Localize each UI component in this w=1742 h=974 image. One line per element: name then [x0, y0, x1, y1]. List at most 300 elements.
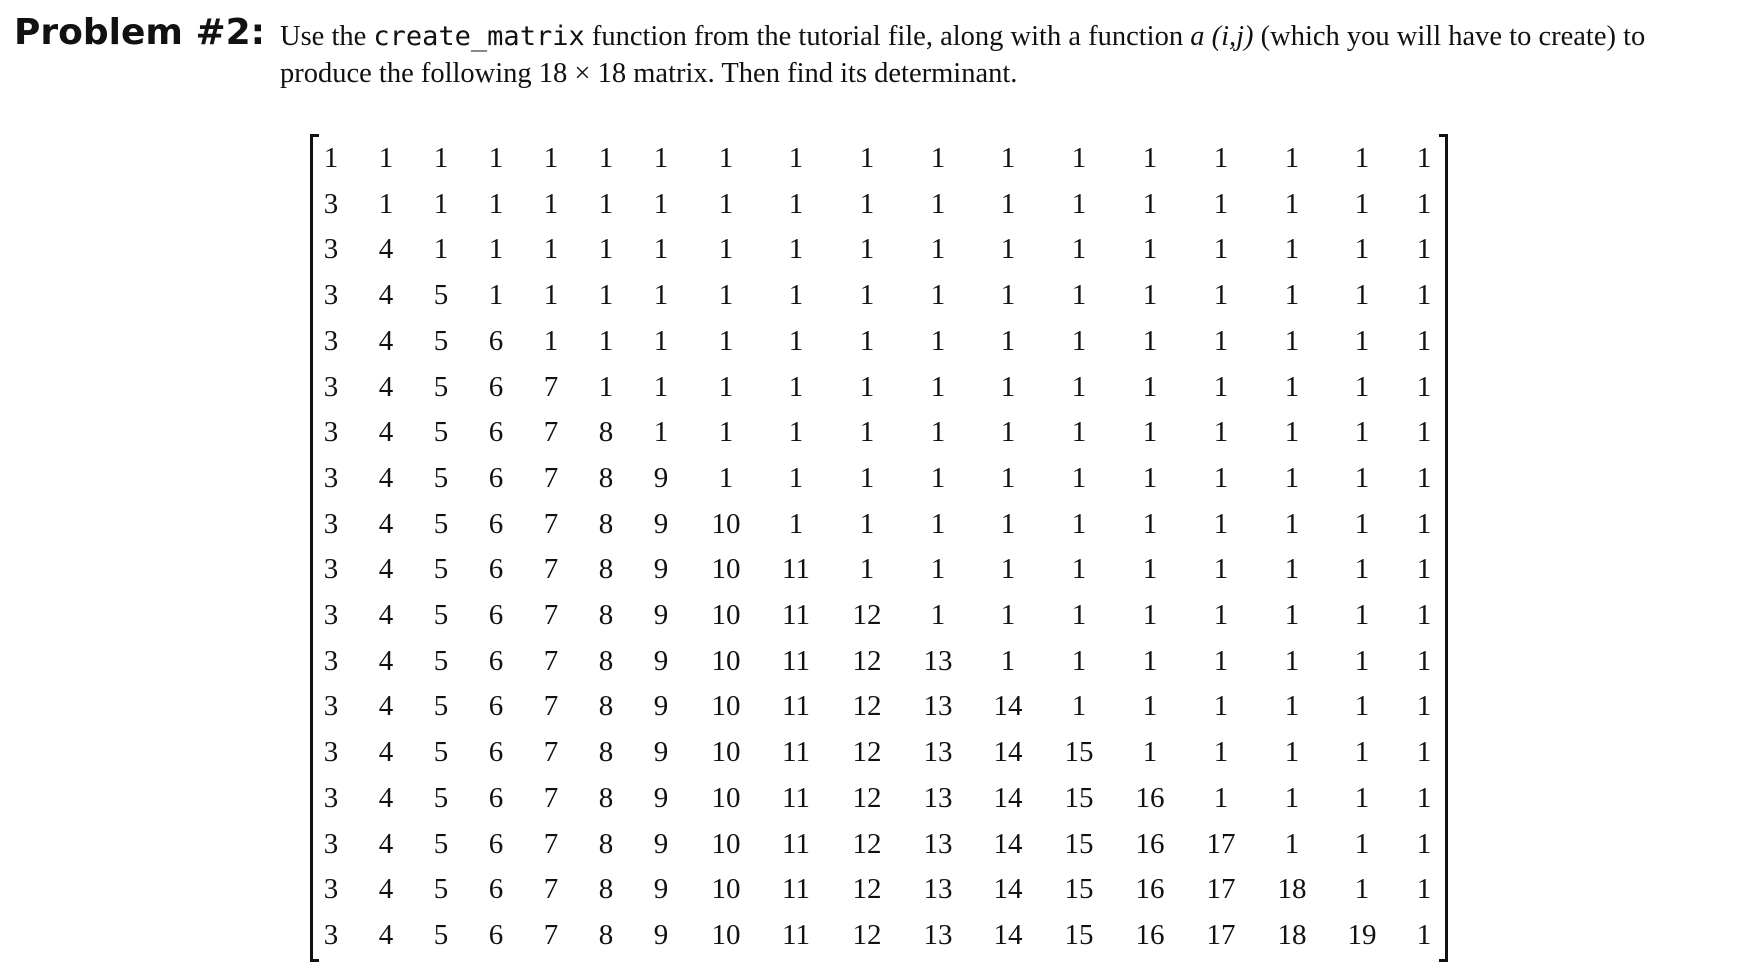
matrix-cell: 1 — [1071, 553, 1087, 586]
matrix-cell: 1 — [1000, 370, 1016, 403]
matrix-cell: 8 — [598, 599, 614, 631]
matrix-cell: 1 — [1416, 233, 1432, 266]
matrix-cell: 1 — [1000, 461, 1016, 494]
matrix-cell: 6 — [488, 781, 504, 814]
matrix-cell: 1 — [1416, 324, 1432, 357]
matrix-cell: 11 — [782, 599, 810, 631]
matrix-cell: 1 — [1213, 416, 1229, 449]
matrix-cell: 6 — [488, 370, 504, 403]
matrix-cell: 1 — [1071, 461, 1087, 494]
matrix-cell: 1 — [1354, 873, 1370, 906]
matrix-cell: 1 — [1071, 279, 1087, 312]
matrix-cell: 6 — [488, 873, 504, 906]
matrix-cell: 14 — [993, 736, 1023, 769]
matrix-cell: 18 — [1277, 873, 1307, 906]
matrix-cell: 1 — [543, 142, 559, 174]
matrix-cell: 6 — [488, 599, 504, 631]
matrix-cell: 6 — [488, 324, 504, 357]
matrix-cell: 1 — [1142, 553, 1158, 586]
matrix-cell: 1 — [1354, 324, 1370, 357]
matrix-cell: 1 — [1284, 142, 1300, 174]
matrix-cell: 3 — [323, 416, 339, 449]
matrix-cell: 1 — [1354, 461, 1370, 494]
matrix-cell: 1 — [1416, 553, 1432, 586]
matrix-cell: 1 — [1213, 324, 1229, 357]
matrix-cell: 4 — [378, 690, 394, 723]
matrix-cell: 6 — [488, 827, 504, 860]
matrix-cell: 4 — [378, 507, 394, 540]
matrix-cell: 1 — [1071, 233, 1087, 266]
matrix-cell: 1 — [653, 187, 669, 220]
matrix-cell: 7 — [543, 553, 559, 586]
matrix-cell: 1 — [718, 142, 734, 174]
matrix-cell: 4 — [378, 461, 394, 494]
matrix-cell: 8 — [598, 416, 614, 449]
matrix-cell: 14 — [993, 781, 1023, 814]
matrix-cell: 13 — [923, 781, 953, 814]
matrix-cell: 13 — [923, 873, 953, 906]
matrix-cell: 3 — [323, 599, 339, 631]
matrix-cell: 1 — [1142, 279, 1158, 312]
matrix-cell: 1 — [1416, 690, 1432, 723]
matrix-cell: 1 — [1354, 370, 1370, 403]
matrix-cell: 1 — [1354, 599, 1370, 631]
matrix-cell: 7 — [543, 918, 559, 951]
matrix-cell: 1 — [1000, 279, 1016, 312]
matrix-cell: 11 — [782, 690, 810, 723]
matrix-cell: 1 — [1213, 690, 1229, 723]
matrix-cell: 1 — [1284, 507, 1300, 540]
matrix-cell: 1 — [859, 553, 875, 586]
matrix-cell: 1 — [653, 142, 669, 174]
matrix-cell: 1 — [1354, 233, 1370, 266]
matrix-cell: 5 — [433, 781, 449, 814]
matrix-cell: 5 — [433, 918, 449, 951]
matrix-cell: 1 — [1213, 187, 1229, 220]
matrix-cell: 1 — [1142, 233, 1158, 266]
matrix-cell: 12 — [852, 918, 882, 951]
matrix-cell: 1 — [1142, 507, 1158, 540]
matrix-cell: 8 — [598, 781, 614, 814]
matrix-cell: 1 — [788, 370, 804, 403]
matrix-cell: 6 — [488, 736, 504, 769]
matrix-cell: 1 — [1071, 370, 1087, 403]
matrix-cell: 17 — [1206, 827, 1236, 860]
math-function-name: a — [1190, 21, 1205, 52]
matrix-cell: 14 — [993, 918, 1023, 951]
matrix-cell: 1 — [1416, 142, 1432, 174]
matrix-cell: 1 — [488, 233, 504, 266]
matrix-cell: 7 — [543, 416, 559, 449]
matrix-cell: 9 — [653, 461, 669, 494]
matrix-cell: 1 — [1416, 781, 1432, 814]
matrix-cell: 16 — [1135, 873, 1165, 906]
matrix-cell: 1 — [598, 370, 614, 403]
matrix-cell: 1 — [1416, 599, 1432, 631]
matrix-cell: 1 — [1416, 187, 1432, 220]
matrix-cell: 4 — [378, 416, 394, 449]
matrix-cell: 1 — [930, 553, 946, 586]
matrix-cell: 16 — [1135, 827, 1165, 860]
matrix-cell: 7 — [543, 370, 559, 403]
problem-label: Problem #2: — [14, 12, 266, 53]
matrix-cell: 11 — [782, 873, 810, 906]
matrix-cell: 17 — [1206, 918, 1236, 951]
matrix-cell: 3 — [323, 873, 339, 906]
matrix-cell: 1 — [488, 279, 504, 312]
matrix-cell: 1 — [1071, 644, 1087, 677]
matrix-cell: 7 — [543, 781, 559, 814]
matrix-cell: 4 — [378, 918, 394, 951]
matrix-cell: 1 — [1354, 416, 1370, 449]
matrix-cell: 1 — [1213, 142, 1229, 174]
matrix-cell: 1 — [1071, 416, 1087, 449]
matrix-cell: 8 — [598, 873, 614, 906]
matrix-cell: 1 — [1354, 279, 1370, 312]
matrix-cell: 9 — [653, 644, 669, 677]
matrix-cell: 6 — [488, 644, 504, 677]
matrix-cell: 1 — [930, 324, 946, 357]
matrix-cell: 1 — [1416, 370, 1432, 403]
matrix-cell: 6 — [488, 461, 504, 494]
matrix-cell: 10 — [711, 507, 741, 540]
matrix-cell: 11 — [782, 736, 810, 769]
matrix-cell: 1 — [1213, 736, 1229, 769]
matrix-grid — [310, 134, 1448, 962]
problem-text-part3: (which you will have to create) to produce the following 18 × 18 matrix. Then find its determinant. — [280, 21, 1646, 89]
matrix-cell: 10 — [711, 690, 741, 723]
matrix-cell: 1 — [859, 507, 875, 540]
matrix-cell: 1 — [1284, 553, 1300, 586]
matrix-cell: 5 — [433, 461, 449, 494]
matrix-cell: 16 — [1135, 918, 1165, 951]
matrix-cell: 10 — [711, 781, 741, 814]
matrix-cell: 12 — [852, 736, 882, 769]
matrix-cell: 1 — [1142, 370, 1158, 403]
matrix-cell: 10 — [711, 827, 741, 860]
matrix-cell: 19 — [1347, 918, 1377, 951]
matrix-cell: 11 — [782, 827, 810, 860]
matrix-cell: 3 — [323, 233, 339, 266]
matrix-cell: 1 — [1213, 553, 1229, 586]
matrix-cell: 7 — [543, 599, 559, 631]
matrix-cell: 1 — [1071, 690, 1087, 723]
matrix-cell: 9 — [653, 553, 669, 586]
matrix-cell: 5 — [433, 827, 449, 860]
matrix-cell: 1 — [859, 461, 875, 494]
matrix-cell: 1 — [718, 416, 734, 449]
matrix-cell: 1 — [598, 279, 614, 312]
matrix-cell: 9 — [653, 690, 669, 723]
matrix-cell: 10 — [711, 553, 741, 586]
matrix-cell: 1 — [653, 416, 669, 449]
matrix-cell: 1 — [1284, 416, 1300, 449]
matrix-cell: 15 — [1064, 781, 1094, 814]
problem-text — [280, 18, 1732, 92]
matrix-cell: 7 — [543, 690, 559, 723]
matrix-cell: 5 — [433, 644, 449, 677]
matrix-cell: 13 — [923, 644, 953, 677]
matrix-cell: 9 — [653, 781, 669, 814]
matrix-cell: 11 — [782, 644, 810, 677]
matrix-cell: 1 — [653, 233, 669, 266]
matrix-cell: 1 — [1071, 142, 1087, 174]
matrix-cell: 1 — [1416, 416, 1432, 449]
matrix-cell: 1 — [378, 142, 394, 174]
matrix-cell: 1 — [1284, 599, 1300, 631]
matrix-cell: 15 — [1064, 827, 1094, 860]
matrix-cell: 1 — [1142, 187, 1158, 220]
matrix-cell: 5 — [433, 370, 449, 403]
matrix-cell: 1 — [1284, 187, 1300, 220]
matrix-cell: 1 — [718, 370, 734, 403]
matrix-cell: 1 — [598, 187, 614, 220]
matrix-cell: 1 — [1284, 461, 1300, 494]
matrix-cell: 1 — [930, 370, 946, 403]
matrix-cell: 1 — [1416, 918, 1432, 951]
matrix-cell: 7 — [543, 461, 559, 494]
matrix-cell: 9 — [653, 827, 669, 860]
matrix-cell: 14 — [993, 690, 1023, 723]
matrix-cell: 1 — [1416, 461, 1432, 494]
matrix-cell: 1 — [1071, 187, 1087, 220]
matrix-cell: 7 — [543, 507, 559, 540]
matrix-cell: 17 — [1206, 873, 1236, 906]
matrix-cell: 1 — [788, 142, 804, 174]
matrix-cell: 3 — [323, 324, 339, 357]
matrix-cell: 1 — [1142, 142, 1158, 174]
matrix-cell: 1 — [1213, 279, 1229, 312]
matrix-cell: 1 — [718, 324, 734, 357]
matrix-cell: 13 — [923, 918, 953, 951]
matrix-cell: 13 — [923, 690, 953, 723]
matrix-cell: 1 — [859, 233, 875, 266]
matrix-cell: 1 — [543, 324, 559, 357]
matrix-cell: 3 — [323, 736, 339, 769]
matrix-cell: 1 — [598, 233, 614, 266]
matrix-cell: 8 — [598, 918, 614, 951]
matrix-cell: 4 — [378, 599, 394, 631]
matrix-cell: 7 — [543, 736, 559, 769]
matrix-cell: 1 — [1416, 827, 1432, 860]
matrix-cell: 1 — [859, 370, 875, 403]
matrix-cell: 1 — [543, 187, 559, 220]
matrix-cell: 5 — [433, 416, 449, 449]
matrix-cell: 12 — [852, 644, 882, 677]
matrix-cell: 8 — [598, 736, 614, 769]
matrix-cell: 1 — [1213, 599, 1229, 631]
matrix-cell: 1 — [433, 187, 449, 220]
matrix-cell: 1 — [1284, 690, 1300, 723]
matrix-cell: 15 — [1064, 873, 1094, 906]
matrix-cell: 1 — [433, 233, 449, 266]
matrix-cell: 1 — [1000, 187, 1016, 220]
matrix-cell: 1 — [859, 416, 875, 449]
matrix-cell: 13 — [923, 736, 953, 769]
matrix-cell: 14 — [993, 873, 1023, 906]
matrix-cell: 1 — [1000, 553, 1016, 586]
matrix-cell: 14 — [993, 827, 1023, 860]
matrix-cell: 12 — [852, 827, 882, 860]
matrix-cell: 10 — [711, 599, 741, 631]
matrix-cell: 1 — [1000, 644, 1016, 677]
matrix-cell: 1 — [788, 416, 804, 449]
matrix-cell: 1 — [1284, 233, 1300, 266]
problem-text-part1: Use the — [280, 21, 374, 52]
matrix-cell: 1 — [1213, 370, 1229, 403]
matrix-cell: 6 — [488, 507, 504, 540]
matrix-cell: 13 — [923, 827, 953, 860]
matrix-cell: 1 — [930, 416, 946, 449]
matrix-cell: 1 — [1354, 781, 1370, 814]
matrix-cell: 4 — [378, 370, 394, 403]
matrix-cell: 12 — [852, 599, 882, 631]
matrix-cell: 1 — [859, 142, 875, 174]
matrix-cell: 9 — [653, 599, 669, 631]
matrix-cell: 16 — [1135, 781, 1165, 814]
matrix-cell: 1 — [543, 233, 559, 266]
matrix-cell: 7 — [543, 644, 559, 677]
matrix-cell: 3 — [323, 461, 339, 494]
matrix-cell: 12 — [852, 873, 882, 906]
matrix-cell: 6 — [488, 416, 504, 449]
matrix-cell: 12 — [852, 690, 882, 723]
matrix-cell: 1 — [1000, 324, 1016, 357]
matrix-cell: 9 — [653, 507, 669, 540]
matrix-cell: 1 — [1354, 142, 1370, 174]
matrix-cell: 8 — [598, 553, 614, 586]
matrix-cell: 1 — [653, 279, 669, 312]
matrix-cell: 4 — [378, 644, 394, 677]
matrix-cell: 1 — [1000, 599, 1016, 631]
matrix-cell: 4 — [378, 873, 394, 906]
matrix-cell: 1 — [378, 187, 394, 220]
matrix-cell: 1 — [1416, 736, 1432, 769]
matrix-cell: 3 — [323, 507, 339, 540]
matrix-cell: 3 — [323, 781, 339, 814]
matrix-cell: 1 — [859, 187, 875, 220]
matrix-cell: 11 — [782, 781, 810, 814]
matrix-cell: 4 — [378, 279, 394, 312]
matrix-cell: 5 — [433, 736, 449, 769]
matrix-cell: 1 — [1071, 507, 1087, 540]
matrix-cell: 11 — [782, 553, 810, 586]
matrix-cell: 3 — [323, 690, 339, 723]
matrix-cell: 1 — [1213, 233, 1229, 266]
matrix-cell: 1 — [1354, 690, 1370, 723]
matrix-cell: 10 — [711, 644, 741, 677]
matrix-cell: 1 — [1142, 736, 1158, 769]
matrix-cell: 1 — [1284, 324, 1300, 357]
matrix-cell: 1 — [788, 187, 804, 220]
matrix-cell: 1 — [788, 507, 804, 540]
matrix-cell: 4 — [378, 324, 394, 357]
matrix-cell: 9 — [653, 873, 669, 906]
matrix-cell: 1 — [1213, 781, 1229, 814]
matrix-cell: 3 — [323, 553, 339, 586]
matrix-cell: 1 — [1284, 644, 1300, 677]
matrix-cell: 5 — [433, 873, 449, 906]
matrix-cell: 10 — [711, 918, 741, 951]
matrix-cell: 1 — [1416, 279, 1432, 312]
matrix-cell: 12 — [852, 781, 882, 814]
matrix-cell: 1 — [930, 233, 946, 266]
matrix-cell: 6 — [488, 690, 504, 723]
matrix-cell: 1 — [433, 142, 449, 174]
matrix-cell: 1 — [1284, 781, 1300, 814]
matrix-cell: 6 — [488, 553, 504, 586]
matrix-cell: 8 — [598, 507, 614, 540]
matrix-cell: 1 — [1284, 736, 1300, 769]
matrix-cell: 4 — [378, 736, 394, 769]
matrix-cell: 3 — [323, 827, 339, 860]
matrix-cell: 1 — [1000, 233, 1016, 266]
matrix-cell: 1 — [1354, 553, 1370, 586]
matrix-cell: 1 — [1142, 644, 1158, 677]
matrix-cell: 1 — [1354, 187, 1370, 220]
problem-text-part2: function from the tutorial file, along with a function — [584, 21, 1191, 52]
matrix-cell: 1 — [1213, 461, 1229, 494]
matrix-cell: 1 — [653, 324, 669, 357]
matrix-cell: 1 — [598, 142, 614, 174]
matrix-cell: 1 — [1000, 416, 1016, 449]
matrix-cell: 18 — [1277, 918, 1307, 951]
matrix-cell: 1 — [1354, 736, 1370, 769]
matrix-cell: 1 — [1284, 370, 1300, 403]
matrix-cell: 3 — [323, 918, 339, 951]
matrix-cell: 8 — [598, 461, 614, 494]
matrix-cell: 1 — [1000, 142, 1016, 174]
matrix-cell: 1 — [1142, 324, 1158, 357]
matrix-cell: 1 — [930, 279, 946, 312]
matrix-cell: 1 — [930, 599, 946, 631]
matrix-cell: 1 — [859, 324, 875, 357]
matrix-cell: 1 — [653, 370, 669, 403]
matrix-cell: 10 — [711, 736, 741, 769]
matrix-cell: 1 — [1213, 644, 1229, 677]
matrix-cell: 1 — [1142, 461, 1158, 494]
matrix-cell: 1 — [1071, 599, 1087, 631]
matrix-cell: 1 — [1142, 416, 1158, 449]
matrix-cell: 3 — [323, 279, 339, 312]
matrix-cell: 9 — [653, 736, 669, 769]
matrix-cell: 5 — [433, 553, 449, 586]
matrix-cell: 1 — [1284, 279, 1300, 312]
matrix-cell: 1 — [859, 279, 875, 312]
matrix-cell: 4 — [378, 553, 394, 586]
matrix-cell: 1 — [930, 507, 946, 540]
matrix-cell: 5 — [433, 507, 449, 540]
matrix-cell: 1 — [930, 142, 946, 174]
matrix-cell: 11 — [782, 918, 810, 951]
matrix-cell: 3 — [323, 370, 339, 403]
matrix-cell: 1 — [1416, 507, 1432, 540]
matrix-cell: 1 — [718, 233, 734, 266]
math-function-args: (i,j) — [1204, 21, 1254, 52]
matrix-cell: 1 — [323, 142, 339, 174]
matrix-cell: 7 — [543, 873, 559, 906]
matrix-cell: 1 — [1000, 507, 1016, 540]
matrix-cell: 1 — [788, 279, 804, 312]
matrix-cell: 1 — [1354, 827, 1370, 860]
matrix-cell: 1 — [718, 279, 734, 312]
matrix-cell: 1 — [488, 142, 504, 174]
matrix-cell: 6 — [488, 918, 504, 951]
matrix-cell: 1 — [788, 461, 804, 494]
matrix-cell: 8 — [598, 690, 614, 723]
matrix-cell: 5 — [433, 599, 449, 631]
matrix-cell: 1 — [930, 461, 946, 494]
